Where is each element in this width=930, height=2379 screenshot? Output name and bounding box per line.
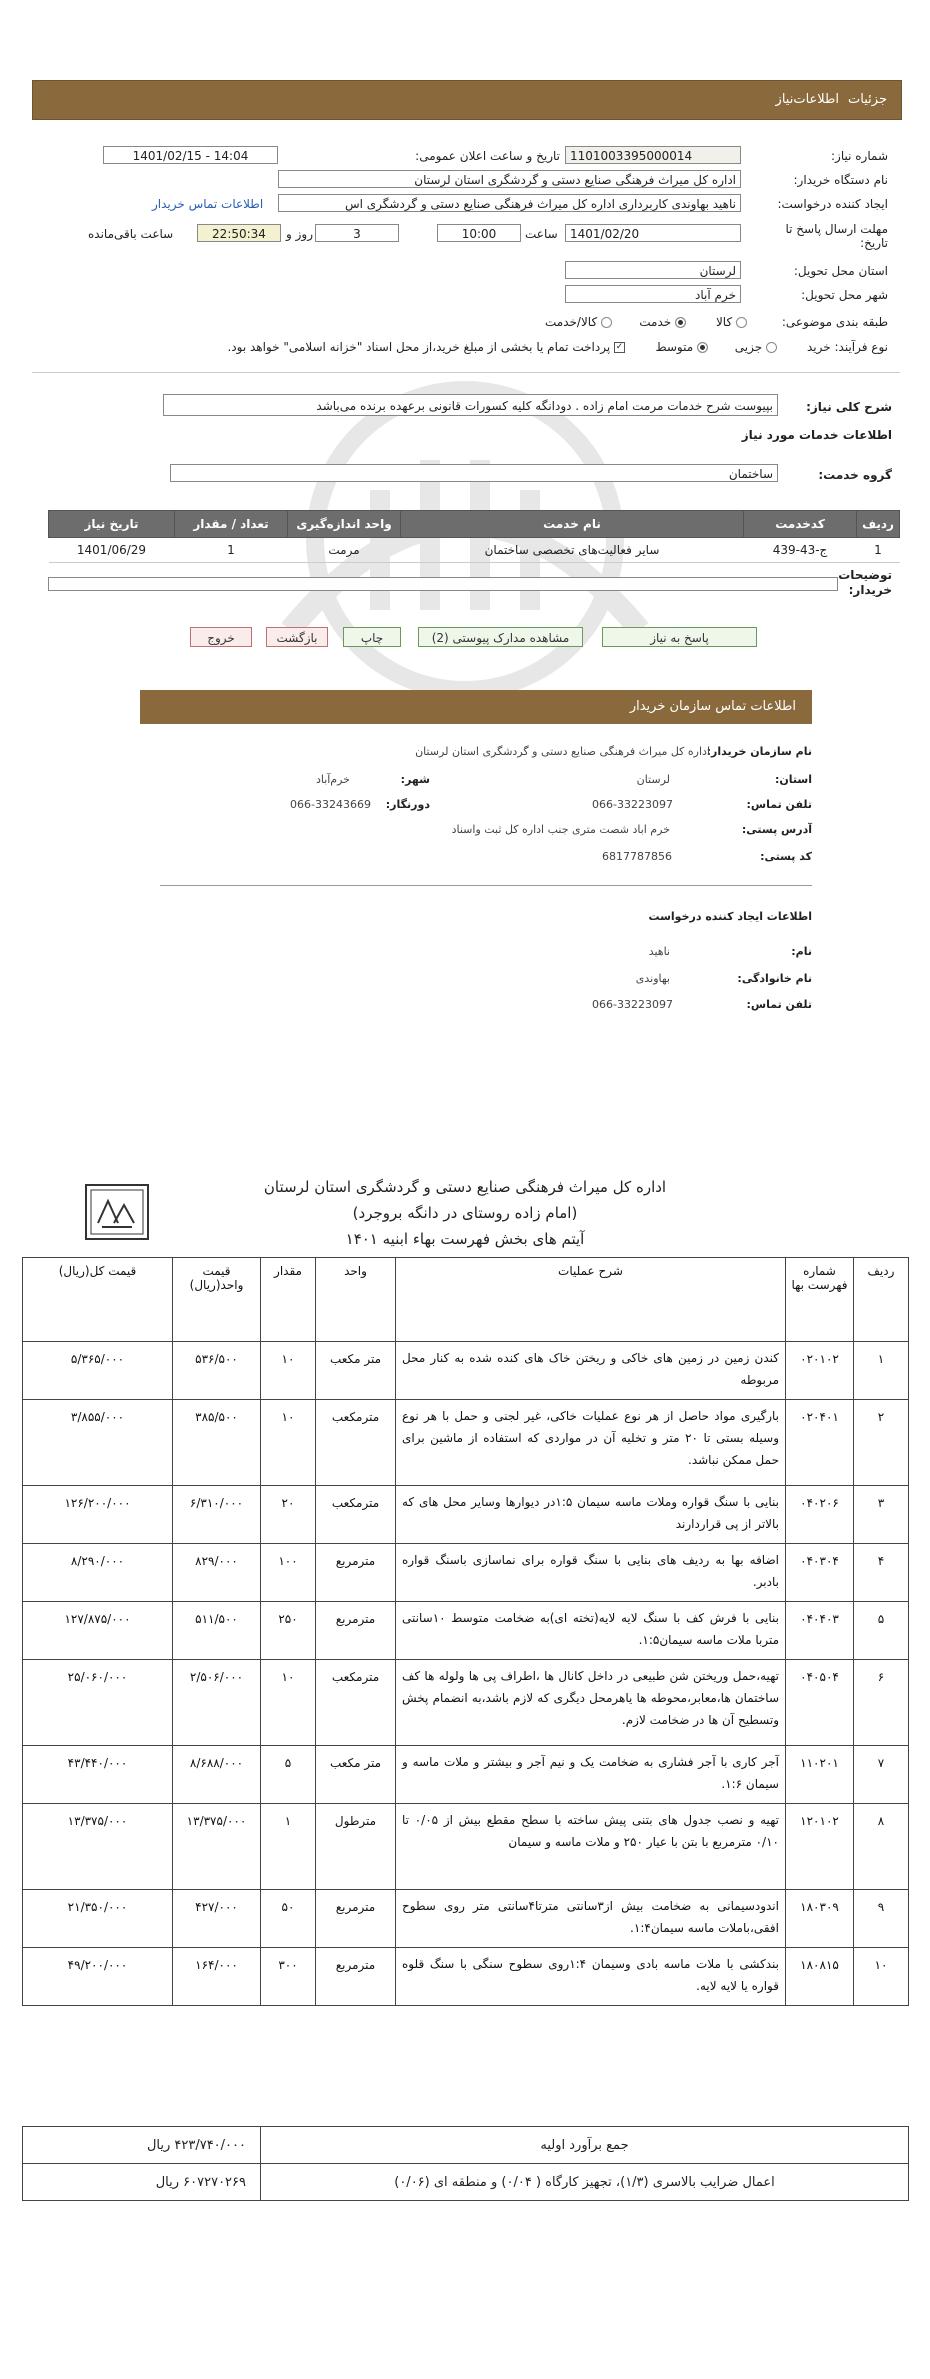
process-label: نوع فرآیند: خرید bbox=[807, 340, 888, 354]
print-button[interactable]: چاپ bbox=[343, 627, 401, 647]
cell-desc: تهیه و نصب جدول های بتنی پیش ساخته با سطح مقطع بیش از ۰/۰۵ تا ۰/۱۰ مترمربع با بتن با عیار ۲۵۰ و ملات ماسه و سیمان bbox=[396, 1804, 786, 1890]
family-label: نام خانوادگی: bbox=[737, 972, 812, 985]
cell-code: ۰۴۰۴۰۳ bbox=[786, 1602, 854, 1660]
cell-n: ۹ bbox=[854, 1890, 909, 1948]
tel-value: 066-33223097 bbox=[592, 798, 673, 811]
sum-value: ۴۲۳/۷۴۰/۰۰۰ ریال bbox=[23, 2127, 261, 2164]
province-label: استان محل تحویل: bbox=[793, 264, 888, 278]
est-col-total: قیمت کل(ریال) bbox=[23, 1258, 173, 1342]
summary-field: بپیوست شرح خدمات مرمت امام زاده . دودانگه کلیه کسورات قانونی برعهده برنده می‌باشد bbox=[163, 394, 778, 416]
fax-value: 066-33243669 bbox=[290, 798, 371, 811]
tab-details[interactable]: جزئیات bbox=[848, 92, 887, 107]
cell-n: ۵ bbox=[854, 1602, 909, 1660]
cell-price: ۱۳/۳۷۵/۰۰۰ bbox=[173, 1804, 261, 1890]
cell-price: ۴۲۷/۰۰۰ bbox=[173, 1890, 261, 1948]
cell-n: ۴ bbox=[854, 1544, 909, 1602]
creator-field: ناهید بهاوندی کاربرداری اداره کل میراث فرهنگی صنایع دستی و گردشگری اس bbox=[278, 194, 741, 212]
addr-value: خرم اباد شصت متری جنب اداره کل ثبت واسناد bbox=[451, 823, 670, 836]
category-both-radio[interactable] bbox=[601, 317, 612, 328]
buyer-notes-field bbox=[48, 577, 838, 591]
category-goods[interactable] bbox=[716, 315, 747, 329]
table-row bbox=[23, 1746, 909, 1804]
prov-value: لرستان bbox=[636, 773, 670, 786]
cell-desc: اضافه بها به ردیف های بنایی با سنگ قواره برای نماسازی باسنگ قواره بادبر. bbox=[396, 1544, 786, 1602]
table-row bbox=[23, 1602, 909, 1660]
cell-total: ۲۵/۰۶۰/۰۰۰ bbox=[23, 1660, 173, 1746]
back-button[interactable]: بازگشت bbox=[266, 627, 328, 647]
cell-total: ۵/۳۶۵/۰۰۰ bbox=[23, 1342, 173, 1400]
payment-checkbox[interactable]: ✓ bbox=[615, 342, 624, 352]
deadline-label: مهلت ارسال پاسخ تا تاریخ: bbox=[785, 222, 888, 250]
reply-button[interactable]: پاسخ به نیاز bbox=[602, 627, 757, 647]
doc-title-2: (امام زاده روستای در دانگه بروجرد) bbox=[352, 1204, 578, 1222]
remaining-field: 22:50:34 bbox=[197, 224, 281, 242]
days-label: روز و bbox=[286, 227, 313, 241]
cell-price: ۶/۳۱۰/۰۰۰ bbox=[173, 1486, 261, 1544]
est-col-desc: شرح عملیات bbox=[396, 1258, 786, 1342]
table-row bbox=[23, 1400, 909, 1486]
process-partial[interactable] bbox=[735, 340, 777, 354]
cell-n: ۱ bbox=[854, 1342, 909, 1400]
doc-title-3: آیتم های بخش فهرست بهاء ابنیه ۱۴۰۱ bbox=[345, 1230, 585, 1248]
payment-note-text: پرداخت تمام یا بخشی از مبلغ خرید،از محل اسناد "خزانه اسلامی" خواهد بود. bbox=[227, 340, 611, 354]
org-label: نام سازمان خریدار: bbox=[706, 745, 812, 758]
buyer-label: نام دستگاه خریدار: bbox=[793, 173, 888, 187]
cell-qty: ۵ bbox=[261, 1746, 316, 1804]
category-service[interactable] bbox=[639, 315, 686, 329]
process-medium-radio[interactable] bbox=[697, 342, 708, 353]
summary-label: شرح کلی نیاز: bbox=[806, 400, 892, 414]
category-goods-radio[interactable] bbox=[736, 317, 747, 328]
cell-qty: ۱۰ bbox=[261, 1342, 316, 1400]
cell-qty: ۲۵۰ bbox=[261, 1602, 316, 1660]
city-field: خرم آباد bbox=[565, 285, 741, 303]
ctel-label: تلفن تماس: bbox=[746, 998, 812, 1011]
cell-n: ۸ bbox=[854, 1804, 909, 1890]
cell-total: ۴۹/۲۰۰/۰۰۰ bbox=[23, 1948, 173, 2006]
announce-field: 1401/02/15 - 14:04 bbox=[103, 146, 278, 164]
cell-code: ۱۸۰۳۰۹ bbox=[786, 1890, 854, 1948]
cell-code: ۱۱۰۲۰۱ bbox=[786, 1746, 854, 1804]
category-service-text: خدمت bbox=[639, 315, 672, 329]
category-label: طبقه بندی موضوعی: bbox=[781, 315, 888, 329]
table-row bbox=[49, 538, 900, 563]
cell-code: ۰۴۰۵۰۴ bbox=[786, 1660, 854, 1746]
cell-n: ۳ bbox=[854, 1486, 909, 1544]
contact-city-label: شهر: bbox=[400, 773, 430, 786]
buyer-notes-label: توضیحات خریدار: bbox=[838, 568, 892, 597]
tab-need-info[interactable]: اطلاعات‌نیاز bbox=[775, 92, 839, 107]
category-both-text: کالا/خدمت bbox=[544, 315, 598, 329]
cell-qty: ۱ bbox=[261, 1804, 316, 1890]
process-partial-text: جزیی bbox=[734, 340, 763, 354]
cell-qty: ۳۰۰ bbox=[261, 1948, 316, 2006]
col-row: ردیف bbox=[857, 511, 900, 538]
estimate-table bbox=[22, 1257, 909, 2006]
est-col-code: شماره فهرست بها bbox=[786, 1258, 854, 1342]
cell-date: 1401/06/29 bbox=[49, 538, 175, 563]
time-label: ساعت bbox=[525, 227, 558, 241]
cell-desc: بارگیری مواد حاصل از هر نوع عملیات خاکی، غیر لجنی و حمل با هر نوع وسیله بستی تا ۲۰ متر و تخلیه آن در مواردی که استفاده از ماشین برای حمل ممکن نباشد. bbox=[396, 1400, 786, 1486]
cell-qty: ۲۰ bbox=[261, 1486, 316, 1544]
cell-unit: مترمربع bbox=[316, 1948, 396, 2006]
cell-desc: بندکشی با ملات ماسه بادی وسیمان ۱:۴روی سطوح سنگی با سنگ قلوه قواره یا لایه لایه. bbox=[396, 1948, 786, 2006]
col-name: نام خدمت bbox=[401, 511, 744, 538]
cell-qty: ۱۰ bbox=[261, 1660, 316, 1746]
cell-code: ۱۸۰۸۱۵ bbox=[786, 1948, 854, 2006]
postal-label: کد پستی: bbox=[760, 850, 812, 863]
process-medium[interactable] bbox=[655, 340, 708, 354]
cell-total: ۱۲۷/۸۷۵/۰۰۰ bbox=[23, 1602, 173, 1660]
est-col-row: ردیف bbox=[854, 1258, 909, 1342]
col-code: کدخدمت bbox=[744, 511, 857, 538]
deadline-field: 1401/02/20 bbox=[565, 224, 741, 242]
exit-button[interactable]: خروج bbox=[190, 627, 252, 647]
cell-desc: تهیه،حمل وریختن شن طبیعی در داخل کانال ها ،اطراف پی ها ولوله ها کف ساختمان ها،معابر،محوطه ها یاهرمحل دیگری که لازم باشد،به انضمام پخش وتسطیح آن ها در ضخامت لازم. bbox=[396, 1660, 786, 1746]
cell-total: ۸/۲۹۰/۰۰۰ bbox=[23, 1544, 173, 1602]
prov-label: استان: bbox=[775, 773, 812, 786]
cell-unit: مترمربع bbox=[316, 1890, 396, 1948]
top-tab-bar bbox=[32, 80, 902, 120]
cell-desc: بنایی با فرش کف با سنگ لایه لایه(تخته ای)به ضخامت متوسط ۱۰سانتی متربا ملات ماسه سیمان۱:۵. bbox=[396, 1602, 786, 1660]
creator-info-title: اطلاعات ایجاد کننده درخواست bbox=[648, 910, 812, 923]
buyer-field: اداره کل میراث فرهنگی صنایع دستی و گردشگری استان لرستان bbox=[278, 170, 741, 188]
cell-desc: کندن زمین در زمین های خاکی و ریختن خاک های کنده شده به کنار محل مربوطه bbox=[396, 1342, 786, 1400]
creator-label: ایجاد کننده درخواست: bbox=[777, 197, 888, 211]
service-group-field: ساختمان bbox=[170, 464, 778, 482]
cell-price: ۸/۶۸۸/۰۰۰ bbox=[173, 1746, 261, 1804]
col-qty: تعداد / مقدار bbox=[175, 511, 288, 538]
postal-value: 6817787856 bbox=[602, 850, 672, 863]
col-unit: واحد اندازه‌گیری bbox=[288, 511, 401, 538]
ministry-stamp-icon bbox=[84, 1183, 150, 1241]
cell-price: ۸۲۹/۰۰۰ bbox=[173, 1544, 261, 1602]
table-row bbox=[23, 1948, 909, 2006]
cell-code: ۰۲۰۱۰۲ bbox=[786, 1342, 854, 1400]
cell-price: ۵۳۶/۵۰۰ bbox=[173, 1342, 261, 1400]
cell-unit: متر مکعب bbox=[316, 1746, 396, 1804]
city-label: شهر محل تحویل: bbox=[801, 288, 888, 302]
col-date: تاریخ نیاز bbox=[49, 511, 175, 538]
cell-total: ۱۲۶/۲۰۰/۰۰۰ bbox=[23, 1486, 173, 1544]
cell-total: ۳/۸۵۵/۰۰۰ bbox=[23, 1400, 173, 1486]
est-col-price: قیمت واحد(ریال) bbox=[173, 1258, 261, 1342]
cell-unit: متر مکعب bbox=[316, 1342, 396, 1400]
contact-city-value: خرم‌آباد bbox=[315, 773, 350, 786]
need-no-label: شماره نیاز: bbox=[831, 149, 888, 163]
cell-unit: مرمت bbox=[288, 538, 401, 563]
cell-unit: مترمربع bbox=[316, 1602, 396, 1660]
coef-label: اعمال ضرایب بالاسری (۱/۳)، تجهیز کارگاه ( ۰/۰۴) و منطقه ای (۰/۰۶) bbox=[261, 2164, 909, 2201]
cell-unit: مترمکعب bbox=[316, 1400, 396, 1486]
remaining-label: ساعت باقی‌مانده bbox=[88, 227, 174, 241]
days-field: 3 bbox=[315, 224, 399, 242]
addr-label: آدرس پستی: bbox=[741, 823, 812, 836]
cell-unit: مترمکعب bbox=[316, 1660, 396, 1746]
cell-n: ۷ bbox=[854, 1746, 909, 1804]
cell-code: ۰۲۰۴۰۱ bbox=[786, 1400, 854, 1486]
cell-price: ۲/۵۰۶/۰۰۰ bbox=[173, 1660, 261, 1746]
fax-label: دورنگار: bbox=[385, 798, 430, 811]
cell-unit: مترمکعب bbox=[316, 1486, 396, 1544]
table-row bbox=[23, 1342, 909, 1400]
buyer-contact-link[interactable]: اطلاعات تماس خریدار bbox=[152, 197, 264, 211]
category-service-radio[interactable] bbox=[675, 317, 686, 328]
name-label: نام: bbox=[791, 945, 812, 958]
tel-label: تلفن تماس: bbox=[746, 798, 812, 811]
ctel-value: 066-33223097 bbox=[592, 998, 673, 1011]
process-medium-text: متوسط bbox=[655, 340, 694, 354]
cell-n: ۲ bbox=[854, 1400, 909, 1486]
est-col-unit: واحد bbox=[316, 1258, 396, 1342]
need-no-field: 1101003395000014 bbox=[565, 146, 741, 164]
province-field: لرستان bbox=[565, 261, 741, 279]
summary-table bbox=[22, 2126, 909, 2201]
cell-code: ۰۴۰۲۰۶ bbox=[786, 1486, 854, 1544]
cell-code: ج-43-439 bbox=[744, 538, 857, 563]
cell-row: 1 bbox=[857, 538, 900, 563]
cell-price: ۳۸۵/۵۰۰ bbox=[173, 1400, 261, 1486]
cell-price: ۵۱۱/۵۰۰ bbox=[173, 1602, 261, 1660]
cell-qty: ۱۰۰ bbox=[261, 1544, 316, 1602]
cell-total: ۴۳/۴۴۰/۰۰۰ bbox=[23, 1746, 173, 1804]
cell-total: ۱۳/۳۷۵/۰۰۰ bbox=[23, 1804, 173, 1890]
attachments-button[interactable]: مشاهده مدارک پیوستی (2) bbox=[418, 627, 583, 647]
cell-n: ۶ bbox=[854, 1660, 909, 1746]
name-value: ناهید bbox=[648, 945, 670, 958]
contact-title: اطلاعات تماس سازمان خریدار bbox=[629, 699, 796, 714]
cell-desc: بنایی با سنگ قواره وملات ماسه سیمان ۱:۵در دیوارها وسایر محل های که بالاتر از پی قراردارند bbox=[396, 1486, 786, 1544]
coef-value: ۶۰۷۲۷۰۲۶۹ ریال bbox=[23, 2164, 261, 2201]
payment-note bbox=[227, 340, 625, 354]
process-partial-radio[interactable] bbox=[766, 342, 777, 353]
sum-label: جمع برآورد اولیه bbox=[261, 2127, 909, 2164]
cell-qty: ۱۰ bbox=[261, 1400, 316, 1486]
doc-title-1: اداره کل میراث فرهنگی صنایع دستی و گردشگری استان لرستان bbox=[263, 1178, 667, 1196]
cell-name: سایر فعالیت‌های تخصصی ساختمان bbox=[401, 538, 744, 563]
cell-qty: 1 bbox=[175, 538, 288, 563]
divider bbox=[32, 372, 900, 373]
cell-desc: اندودسیمانی به ضخامت بیش از۳سانتی مترتا۴سانتی متر روی سطوح افقی،باملات ماسه سیمان۱:۴. bbox=[396, 1890, 786, 1948]
table-row bbox=[23, 1890, 909, 1948]
time-field: 10:00 bbox=[437, 224, 521, 242]
cell-total: ۲۱/۳۵۰/۰۰۰ bbox=[23, 1890, 173, 1948]
coef-row bbox=[23, 2164, 909, 2201]
cell-qty: ۵۰ bbox=[261, 1890, 316, 1948]
cell-unit: مترطول bbox=[316, 1804, 396, 1890]
services-table bbox=[48, 510, 900, 563]
table-row bbox=[23, 1544, 909, 1602]
cell-n: ۱۰ bbox=[854, 1948, 909, 2006]
category-goods-text: کالا bbox=[715, 315, 733, 329]
family-value: بهاوندی bbox=[635, 972, 670, 985]
cell-code: ۰۴۰۳۰۴ bbox=[786, 1544, 854, 1602]
services-title: اطلاعات خدمات مورد نیاز bbox=[741, 428, 892, 442]
contact-header bbox=[140, 690, 812, 724]
table-row bbox=[23, 1660, 909, 1746]
sum-row bbox=[23, 2127, 909, 2164]
cell-unit: مترمربع bbox=[316, 1544, 396, 1602]
cell-desc: آجر کاری با آجر فشاری به ضخامت یک و نیم آجر و بیشتر و ملات ماسه و سیمان ۱:۶. bbox=[396, 1746, 786, 1804]
cell-code: ۱۲۰۱۰۲ bbox=[786, 1804, 854, 1890]
est-col-qty: مقدار bbox=[261, 1258, 316, 1342]
cell-price: ۱۶۴/۰۰۰ bbox=[173, 1948, 261, 2006]
table-row bbox=[23, 1804, 909, 1890]
announce-label: تاریخ و ساعت اعلان عمومی: bbox=[415, 149, 560, 163]
org-value: اداره کل میراث فرهنگی صنایع دستی و گردشگری استان لرستان bbox=[415, 745, 710, 758]
category-both[interactable] bbox=[545, 315, 612, 329]
service-group-label: گروه خدمت: bbox=[818, 468, 892, 482]
table-row bbox=[23, 1486, 909, 1544]
contact-divider bbox=[160, 885, 812, 886]
